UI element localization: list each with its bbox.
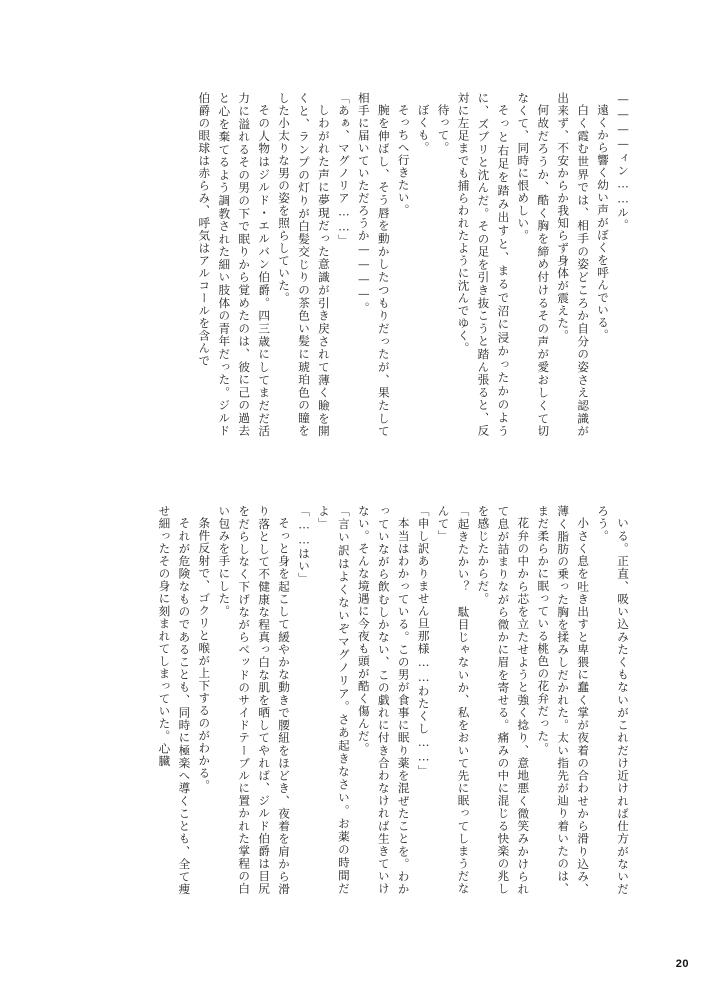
top-paragraph: 腕を伸ばし、そう唇を動かしたつもりだったが、果たして相手に届いていただろうか————。 — [356, 92, 391, 437]
page-number: 20 — [675, 958, 689, 970]
bottom-paragraph: 小さく息を吐き出すと卑猥に蠢く掌が夜着の合わせから滑り込み、薄く脂肪の乗った胸を揉みしだかれた。太い指先が辿り着いたのは、まだ柔らかに眠っている桃色の花弁だった。 — [536, 505, 591, 895]
top-paragraph: 何故だろうか、酷く胸を締め付けるその声が愛おしくて切なくて、同時に恨めしい。 — [516, 92, 551, 437]
bottom-paragraph: 本当はわかっている。この男が食事に眠り薬を混ぜたことを。わかっていながら飲むしかない、この戯れに付き合わなければ生きていけない。そんな境遇に今夜も頭が酷く傷んだ。 — [356, 505, 411, 895]
top-paragraph: 白く霞む世界では、相手の姿どころか自分の姿さえ認識が出来ず、不安からか我知らず身体が震えた。 — [556, 92, 591, 437]
top-paragraph: 待って。 — [436, 103, 451, 154]
bottom-paragraph: いる。正直、吸い込みたくもないがこれだけ近ければ仕方がないだろう。 — [596, 505, 630, 895]
top-paragraph: そっちへ行きたい。 — [396, 103, 411, 217]
top-paragraph: そっと右足を踏み出すと、まるで沼に浸かったかのように、ズブリと沈んだ。その足を引き抜こうと踏ん張ると、反対に左足までも捕らわれたように沈んでゆく。 — [456, 92, 511, 437]
bottom-paragraph: 条件反射で、ゴクリと喉が上下するのがわかる。 — [197, 516, 212, 792]
top-paragraph: ————ィン……ル。 — [616, 92, 630, 232]
top-paragraph: ぼくも。 — [416, 103, 431, 154]
top-paragraph: 遠くから響く幼い声がぼくを呼んでいる。 — [596, 103, 611, 342]
text-block-bottom — [92, 505, 632, 895]
bottom-paragraph: そっと身を起こして緩やかな動きで腰紐をほどき、夜着を肩から滑り落として不健康な程真っ白な肌を晒してやれば、ジルド伯爵は目尻をだらしなく下げながらベッドのサイドテーブルに置かれた掌程の白い包みを手にした。 — [217, 505, 292, 895]
bottom-paragraph: 「言い訳はよくないぞマグノリア。さあ起きなさい。お薬の時間だよ」 — [316, 505, 351, 895]
text-block-top — [92, 92, 632, 437]
bottom-paragraph: 花弁の中から芯を立たせようと強く捻り、意地悪く微笑みかけられて息が詰まりながら微かに眉を寄せる。痛みの中に混じる快楽の兆しを感じたからだ。 — [476, 505, 531, 895]
top-paragraph: しわがれた声に夢現だった意識が引き戻されて薄く瞼を開くと、ランプの灯りが白髪交じりの茶色い髪に琥珀色の瞳をした小太りな男の姿を照らしていた。 — [277, 92, 331, 437]
bottom-paragraph: それが危険なものであることも、同時に極楽へ導くことも、全て痩せ細ったその身に刻まれてしまっていた。心臓 — [157, 505, 192, 895]
top-paragraph: 「あぁ、マグノリア……」 — [336, 92, 351, 247]
bottom-paragraph: 「起きたかい？ 駄目じゃないか、私をおいて先に眠ってしまうだなんて」 — [436, 505, 471, 895]
bottom-paragraph: 「……はい」 — [297, 505, 311, 585]
top-paragraph: その人物はジルド・エルバン伯爵。四三歳にしてまだだ活力に溢れるその男の下で眠りから覚めたのは、彼に己の過去と心を棄てるよう調教された細い肢体の青年だった。ジルド伯爵の眼球は赤らみ、呼気はアルコールを含んで — [197, 92, 272, 437]
bottom-paragraph: 「申し訳ありません旦那様……わたくし……」 — [416, 505, 431, 778]
